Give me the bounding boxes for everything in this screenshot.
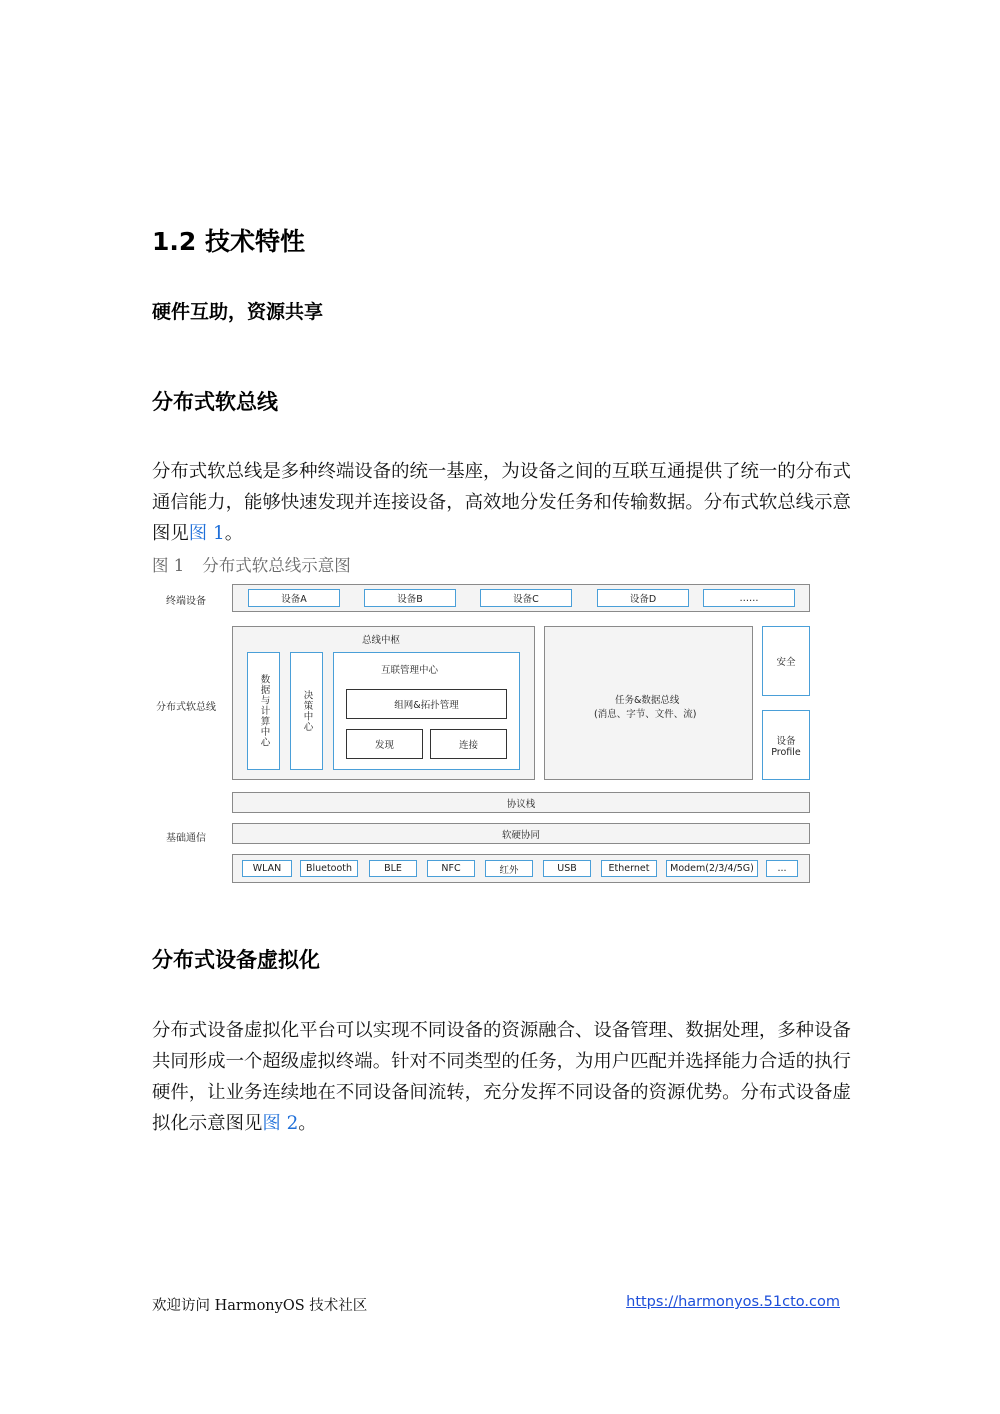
figure1-caption <box>152 552 351 576</box>
device-profile-box <box>762 710 810 780</box>
footer-link[interactable]: https://harmonyos.51cto.com <box>626 1294 840 1310</box>
virt-paragraph-text: 分布式设备虚拟化平台可以实现不同设备的资源融合、设备管理、数据处理，多种设备共同形成一个超级虚拟终端。针对不同类型的任务，为用户匹配并选择能力合适的执行硬件，让业务连续地在不同设备间流转，充分发挥不同设备的资源优势。分布式设备虚拟化示意图见 <box>152 1020 851 1134</box>
protocol-box: Modem(2/3/4/5G) <box>666 860 758 877</box>
decision-center: 决策中心 <box>290 652 323 770</box>
figure1-link[interactable]: 图 1 <box>188 523 225 544</box>
bus-hub-label: 总线中枢 <box>362 635 401 646</box>
protocol-box: Ethernet <box>601 860 657 877</box>
discover-box: 发现 <box>346 729 423 759</box>
task-bus-title: 任务&数据总线 <box>615 695 680 706</box>
bus-paragraph-end: 。 <box>224 523 244 544</box>
task-bus-detail: (消息、字节、文件、流) <box>594 709 697 720</box>
device-box: 设备C <box>480 589 572 607</box>
virt-paragraph <box>152 1015 852 1139</box>
row-label-base-comm: 基础通信 <box>166 833 206 844</box>
section-subtitle: 硬件互助，资源共享 <box>152 301 324 323</box>
virt-paragraph-end: 。 <box>298 1113 317 1134</box>
bus-paragraph <box>152 456 852 549</box>
soft-bus-diagram <box>152 578 832 888</box>
interconnect-center-label: 互联管理中心 <box>381 665 439 676</box>
protocol-stack-bar: 协议栈 <box>232 792 810 813</box>
protocol-box: WLAN <box>242 860 292 877</box>
protocol-box: BLE <box>369 860 417 877</box>
device-box: …… <box>703 589 795 607</box>
device-profile-line2: Profile <box>771 746 801 758</box>
figure2-link[interactable]: 图 2 <box>262 1113 299 1134</box>
connect-box: 连接 <box>430 729 507 759</box>
hw-sw-collab-bar: 软硬协同 <box>232 823 810 844</box>
row-label-terminal: 终端设备 <box>166 596 206 607</box>
bus-heading: 分布式软总线 <box>152 390 278 414</box>
device-profile-line1: 设备 <box>776 735 796 747</box>
protocol-box: NFC <box>427 860 475 877</box>
data-compute-center: 数据与计算中心 <box>247 652 280 770</box>
virt-heading: 分布式设备虚拟化 <box>152 948 320 972</box>
network-topology-box: 组网&拓扑管理 <box>346 689 507 719</box>
footer-welcome: 欢迎访问 HarmonyOS 技术社区 <box>152 1298 368 1314</box>
security-box: 安全 <box>762 626 810 696</box>
figure1-label: 图 1 <box>152 556 185 575</box>
protocol-box: ... <box>766 860 798 877</box>
protocol-box: 红外 <box>485 860 533 877</box>
bus-paragraph-text: 分布式软总线是多种终端设备的统一基座，为设备之间的互联互通提供了统一的分布式通信能力，能够快速发现并连接设备，高效地分发任务和传输数据。分布式软总线示意图见 <box>152 461 851 544</box>
device-box: 设备A <box>248 589 340 607</box>
protocol-box: Bluetooth <box>300 860 358 877</box>
figure1-caption-text: 分布式软总线示意图 <box>202 556 351 575</box>
device-box: 设备B <box>364 589 456 607</box>
protocol-box: USB <box>543 860 591 877</box>
row-label-soft-bus: 分布式软总线 <box>156 702 216 713</box>
device-box: 设备D <box>597 589 689 607</box>
section-title: 1.2 技术特性 <box>152 227 305 256</box>
